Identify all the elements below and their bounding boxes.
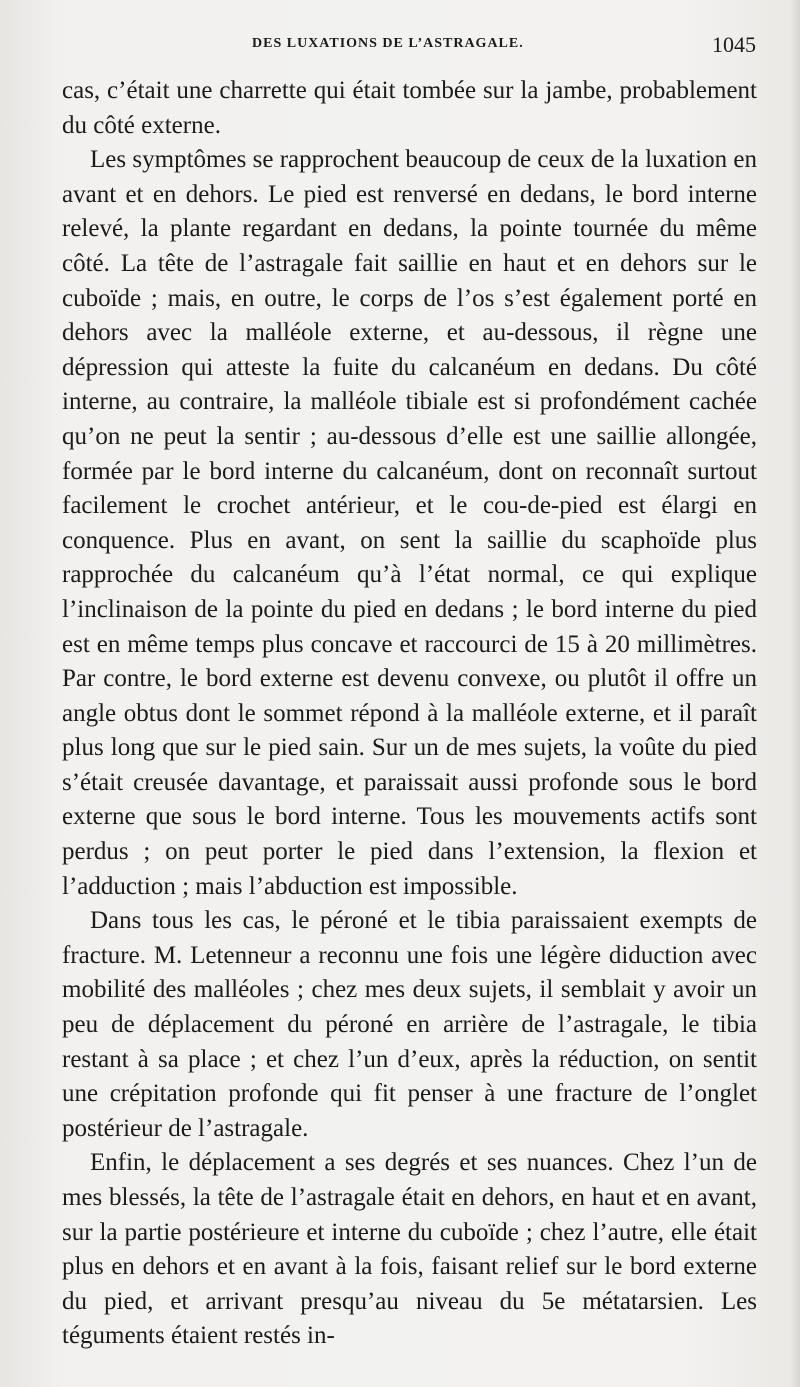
paragraph-continued: cas, c’était une charrette qui était tombée sur la jambe, probablement du côté externe. [62,77,757,139]
paragraph-symptoms: Les symptômes se rapprochent beaucoup de ceux de la luxation en avant et en dehors. Le pied est renversé en dedans, le bord interne relevé, la plante regardant en dedans, la pointe tournée du même côté. La tête de l’astragale fait saillie en haut et en dehors sur le cuboïde ; mais, en outre, le corps de l’os s’est également porté en dehors avec la malléole externe, et au-dessous, il règne une dépression qui atteste la fuite du calcanéum en dedans. Du côté interne, au contraire, la malléole tibiale est si profondément cachée qu’on ne peut la sentir ; au-dessous d’elle est une saillie allongée, formée par le bord interne du calcanéum, dont on reconnaît surtout facilement le crochet antérieur, et le cou-de-pied est élargi en conquence. Plus en avant, on sent la saillie du scaphoïde plus rapprochée du calcanéum qu’à l’état normal, ce qui explique l’inclinaison de la pointe du pied en dedans ; le bord interne du pied est en même temps plus concave et raccourci de 15 à 20 millimètres. Par contre, le bord externe est devenu convexe, ou plutôt il offre un angle obtus dont le sommet répond à la malléole externe, et il paraît plus long que sur le pied sain. Sur un de mes sujets, la voûte du pied s’était creusée davantage, et paraissait aussi profonde sous le bord externe que sous le bord interne. Tous les mouvements actifs sont perdus ; on peut porter le pied dans l’extension, la flexion et l’adduction ; mais l’abduction est impossible. [62,146,757,900]
body-text [62,74,757,1354]
paragraph-displacement: Enfin, le déplacement a ses degrés et ses nuances. Chez l’un de mes blessés, la tête de l’astragale était en dehors, en haut et en avant, sur la partie postérieure et interne du cuboïde ; chez l’autre, elle était plus en dehors et en avant à la fois, faisant relief sur le bord externe du pied, et arrivant presqu’au niveau du 5e métatarsien. Les téguments étaient restés in- [62,1149,757,1350]
running-head: DES LUXATIONS DE L’ASTRAGALE. [252,36,524,51]
page-number: 1045 [712,32,756,57]
page-header [62,30,762,64]
page-edge-shadow [790,0,800,1387]
paragraph-fracture: Dans tous les cas, le péroné et le tibia paraissaient exempts de fracture. M. Letenneur a reconnu une fois une légère diduction avec mobilité des malléoles ; chez mes deux sujets, il semblait y avoir un peu de déplacement du péroné en arrière de l’astragale, le tibia restant à sa place ; et chez l’un d’eux, après la réduction, on sentit une crépitation profonde qui fit penser à une fracture de l’onglet postérieur de l’astragale. [62,907,757,1142]
